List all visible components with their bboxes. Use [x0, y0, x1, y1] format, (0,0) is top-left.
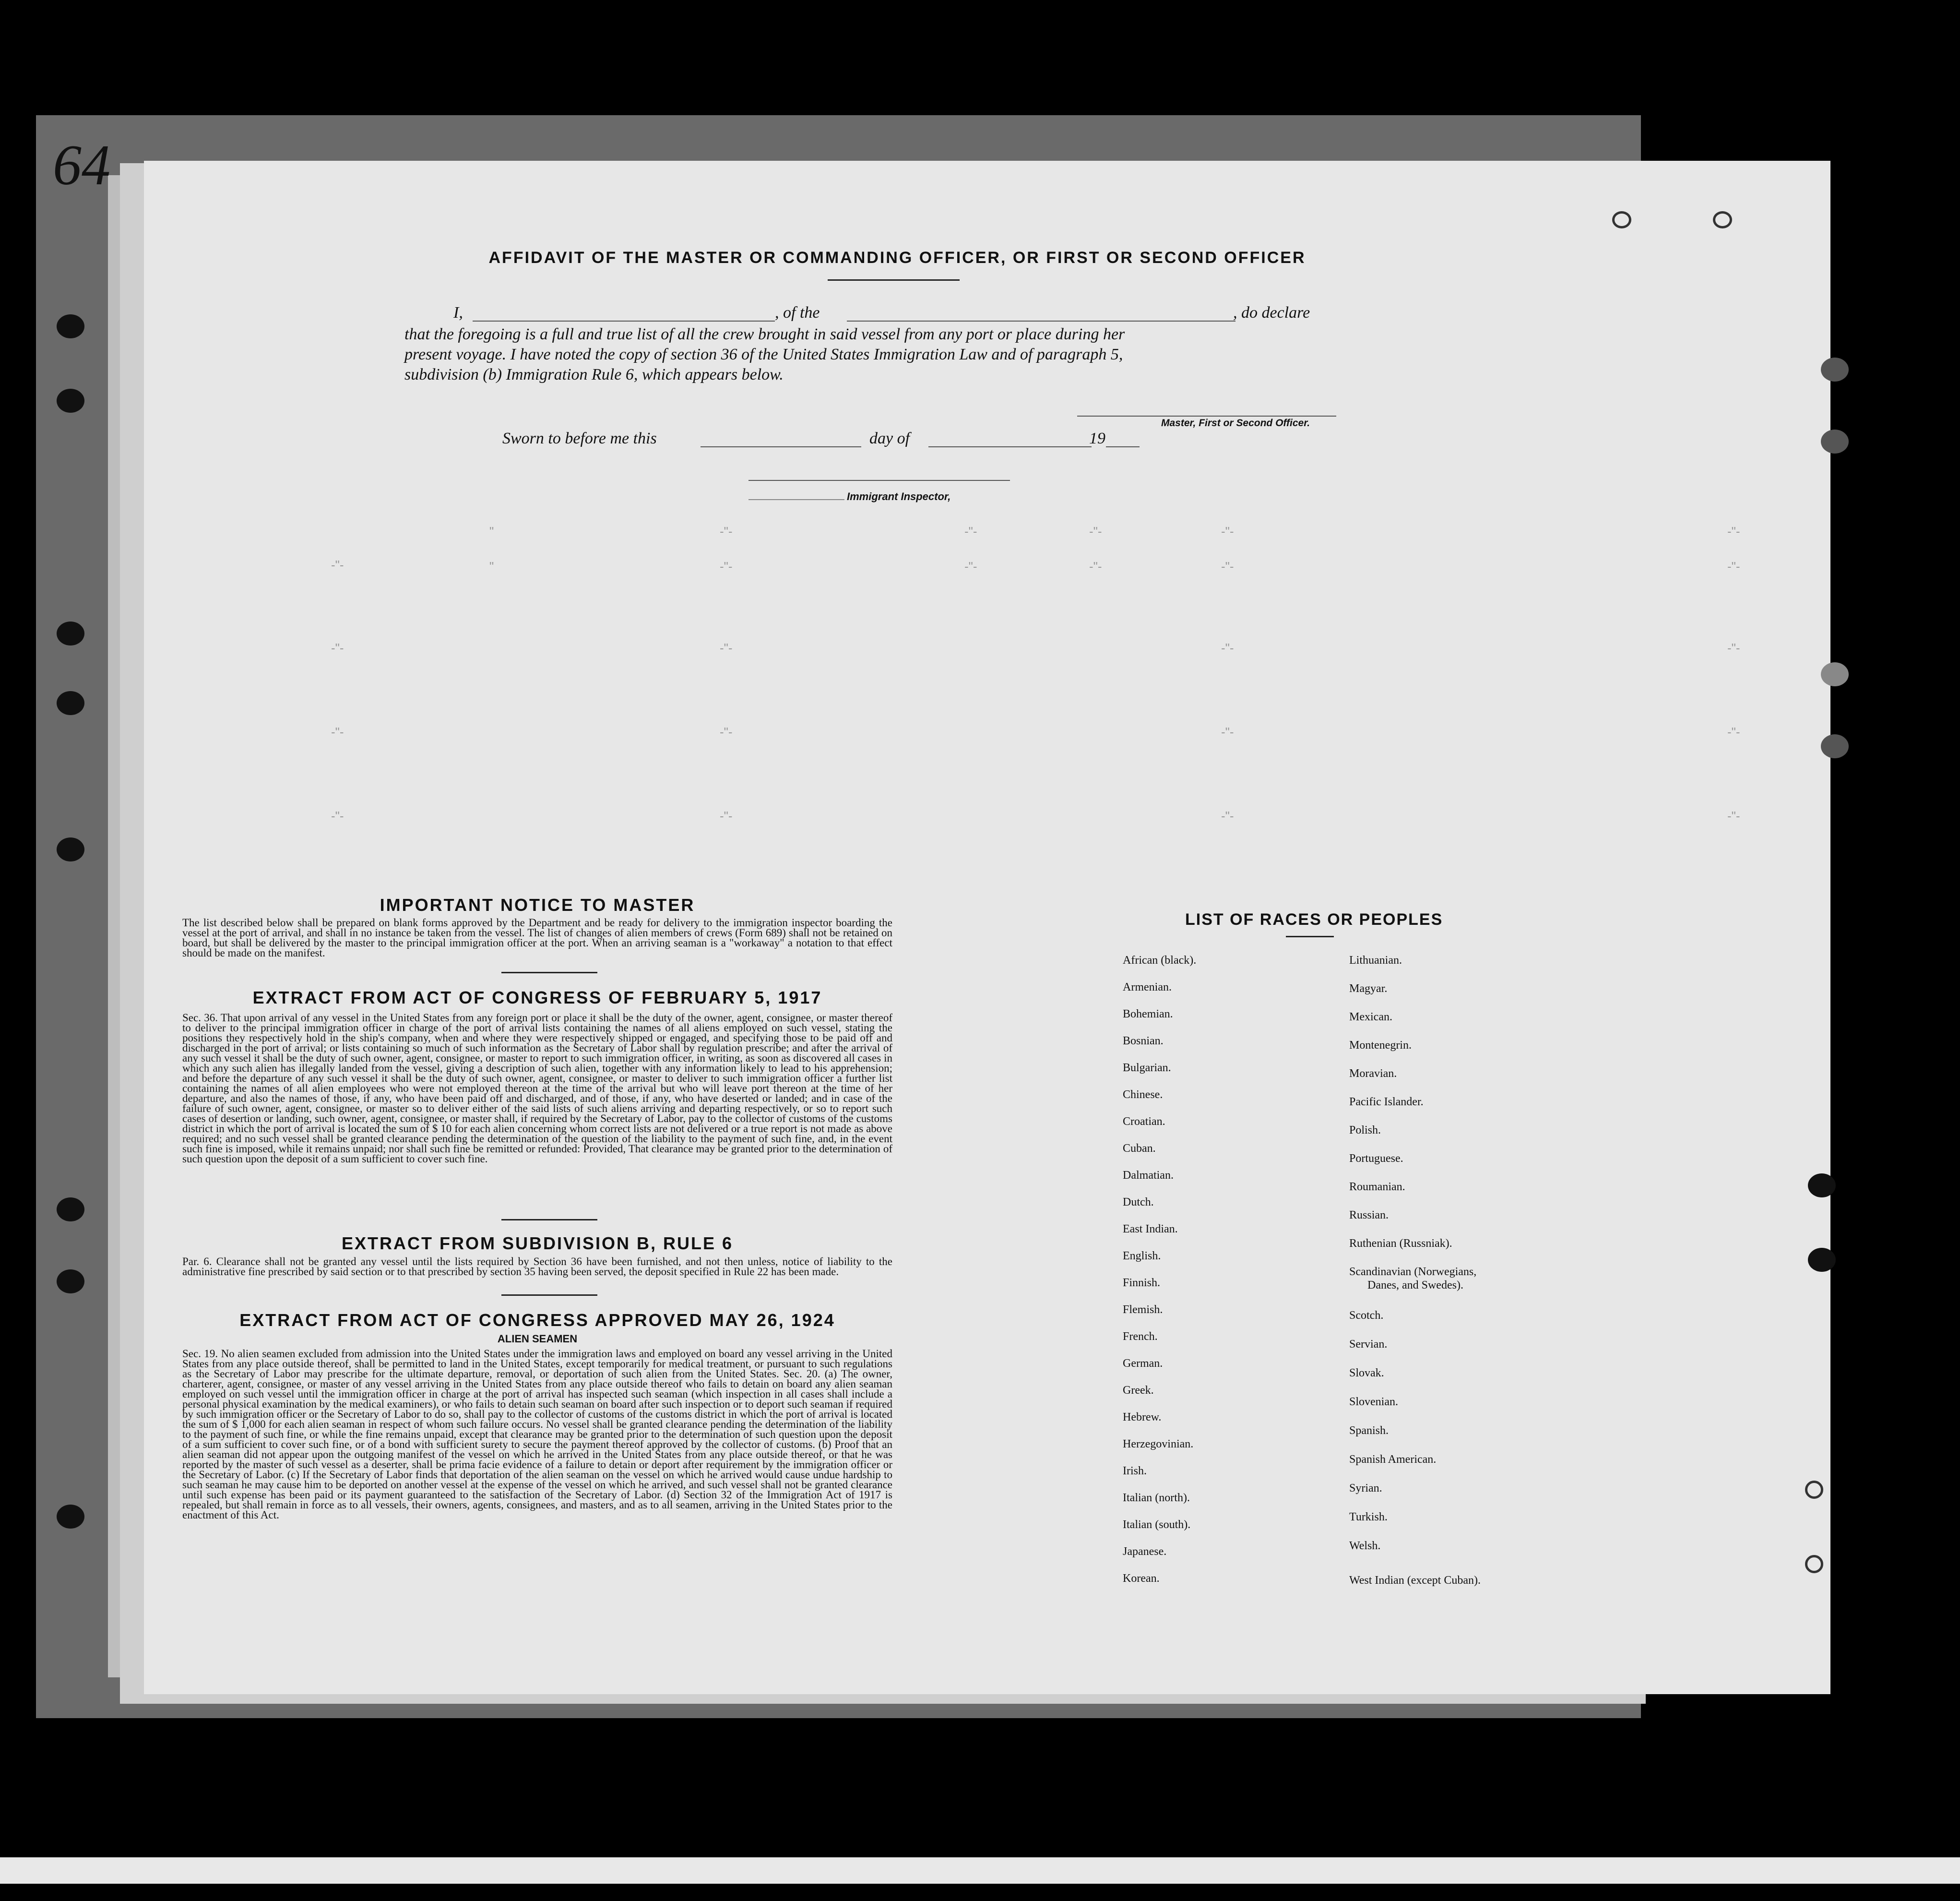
affidavit-of-the: , of the [775, 304, 820, 322]
race-item: Greek. [1123, 1384, 1154, 1397]
race-item: German. [1123, 1357, 1163, 1370]
sworn-label: Sworn to before me this [502, 430, 657, 447]
affidavit-i: I, [453, 304, 463, 322]
extract-1917-text: Sec. 36. That upon arrival of any vessel in the United States from any foreign port or place it shall be the duty of the owner, agent, consignee, or master thereof to deliver to the principal immigration officer in charge of the port of arrival lists containing the names of all aliens employed on such vessel, stating the positions they respectively hold in the ship's company, when and where they were respectively shipped or engaged, and specifying those to be paid off and discharged in the port of arrival; or lists containing so much of such information as the Secretary of Labor shall by regulation prescribe; and after the arrival of any such vessel it shall be the duty of such owner, agent, consignee, or master to report to such immigration officer, in writing, as soon as discovered all cases in which any such alien has illegally landed from the vessel, giving a description of such alien, together with any information likely to lead to his apprehension; and before the departure of any such vessel it shall be the duty of such owner, agent, consignee, or master to deliver to such immigration officer a further list containing the names of all alien employees who were not employed thereon at the time of the arrival but who will leave port thereon at the time of her departure, and also the names of those, if any, who have been paid off and discharged, and of those, if any, who have deserted or landed; and in case of the failure of such owner, agent, consignee, or master so to deliver either of the said lists of such aliens arriving and departing respectively, or so to report such cases of desertion or landing, such owner, agent, consignee, or master shall, if required by the Secretary of Labor, pay to the collector of customs of the customs district in which the port of arrival is located the sum of $ 10 for each alien concerning whom correct lists are not delivered or a true report is not made as above required; and no such vessel shall be granted clearance pending the determination of the question of the liability to the payment of such fine, and, in the event such fine is imposed, while it remains unpaid; nor shall such fine be remitted or refunded: Provided, That clearance may be granted prior to the determination of such question upon the deposit of a sum sufficient to cover such fine. [182, 1012, 892, 1165]
inspector-dotted-line [748, 499, 844, 500]
sworn-day-line [701, 446, 861, 447]
race-item: Pacific Islander. [1349, 1096, 1424, 1108]
race-item: Danes, and Swedes). [1367, 1279, 1463, 1291]
race-item: English. [1123, 1250, 1161, 1262]
race-item: Chinese. [1123, 1088, 1163, 1101]
race-item: Italian (south). [1123, 1518, 1191, 1531]
ditto-mark: -"- [1727, 559, 1740, 574]
extract-1917-title: EXTRACT FROM ACT OF CONGRESS OF FEBRUARY 5, 1917 [252, 988, 822, 1007]
master-signature-line [1077, 416, 1336, 417]
race-item: French. [1123, 1330, 1158, 1343]
race-item: Croatian. [1123, 1115, 1165, 1128]
binder-hole [57, 622, 84, 646]
race-item: Spanish American. [1349, 1453, 1437, 1466]
race-item: Russian. [1349, 1209, 1389, 1221]
ditto-mark: -"- [1221, 524, 1234, 538]
race-item: Armenian. [1123, 981, 1172, 993]
race-item: Roumanian. [1349, 1181, 1405, 1193]
ditto-mark: -"- [1221, 809, 1234, 823]
race-item: Bohemian. [1123, 1008, 1173, 1020]
race-item: Herzegovinian. [1123, 1438, 1194, 1450]
ditto-mark: -"- [720, 524, 733, 538]
race-item: Scotch. [1349, 1309, 1384, 1322]
ditto-mark: " [489, 559, 494, 574]
race-item: Italian (north). [1123, 1492, 1190, 1504]
sworn-year-line [1106, 446, 1140, 447]
race-item: Cuban. [1123, 1142, 1156, 1155]
race-item: Turkish. [1349, 1511, 1388, 1523]
declarant-name-line [473, 321, 775, 322]
ditto-mark: -"- [964, 524, 977, 538]
notice-title: IMPORTANT NOTICE TO MASTER [380, 895, 695, 915]
inspector-label: Immigrant Inspector, [847, 490, 951, 502]
race-item: Bulgarian. [1123, 1062, 1171, 1074]
binder-hole [1808, 1173, 1836, 1197]
race-item: Japanese. [1123, 1545, 1167, 1558]
binder-hole [57, 1269, 84, 1293]
races-title-rule [1286, 936, 1334, 937]
race-item: Hebrew. [1123, 1411, 1162, 1423]
binder-hole [1821, 662, 1849, 686]
affidavit-title-rule [828, 279, 960, 281]
affidavit-line-3: present voyage. I have noted the copy of section 36 of the United States Immigration Law and of paragraph 5, [404, 346, 1123, 363]
race-item: West Indian (except Cuban). [1349, 1574, 1481, 1587]
binder-hole [1713, 211, 1732, 228]
ditto-mark: -"- [1221, 559, 1234, 574]
race-item: Montenegrin. [1349, 1039, 1412, 1052]
notice-rule [501, 972, 597, 973]
bottom-light-strip [0, 1857, 1960, 1884]
race-item: Portuguese. [1349, 1152, 1403, 1165]
binder-hole [57, 691, 84, 715]
notice-text: The list described below shall be prepared on blank forms approved by the Department and be ready for delivery to the immigration inspector boarding the vessel at the port of arrival, and shall in no instance be taken from the vessel. The list of changes of alien members of crews (Form 689) shall not be retained on board, but shall be delivered by the master to the principal immigration officer at the port. When an arriving seaman is a "workaway" a notation to that effect should be made on the manifest. [182, 917, 892, 959]
ditto-mark: -"- [1089, 524, 1102, 538]
race-item: Welsh. [1349, 1540, 1381, 1552]
ditto-mark: -"- [331, 641, 344, 655]
race-item: Servian. [1349, 1338, 1388, 1351]
affidavit-line-4: subdivision (b) Immigration Rule 6, which appears below. [404, 366, 784, 383]
ditto-mark: -"- [1727, 641, 1740, 655]
ditto-mark: -"- [331, 558, 344, 572]
binder-hole [1821, 734, 1849, 758]
race-item: Mexican. [1349, 1011, 1392, 1023]
extract-1924-title: EXTRACT FROM ACT OF CONGRESS APPROVED MAY 26, 1924 [239, 1310, 835, 1330]
binder-hole [1805, 1555, 1823, 1573]
race-item: Spanish. [1349, 1424, 1389, 1437]
race-item: Syrian. [1349, 1482, 1382, 1494]
sworn-month-line [928, 446, 1092, 447]
ditto-mark: -"- [1221, 641, 1234, 655]
race-item: Slovak. [1349, 1367, 1384, 1379]
race-item: Korean. [1123, 1572, 1160, 1585]
ditto-mark: -"- [720, 725, 733, 739]
binder-hole [57, 1505, 84, 1529]
ditto-mark: -"- [720, 641, 733, 655]
ditto-mark: -"- [331, 725, 344, 739]
binder-hole [57, 389, 84, 413]
race-item: Magyar. [1349, 982, 1388, 995]
race-item: Moravian. [1349, 1067, 1397, 1080]
ditto-mark: " [489, 524, 494, 538]
race-item: African (black). [1123, 954, 1197, 967]
ditto-mark: -"- [331, 809, 344, 823]
race-item: Bosnian. [1123, 1035, 1164, 1047]
year-label: 19 [1089, 430, 1105, 447]
race-item: Dutch. [1123, 1196, 1154, 1208]
ditto-mark: -"- [720, 809, 733, 823]
ditto-mark: -"- [720, 559, 733, 574]
race-item: Slovenian. [1349, 1396, 1398, 1408]
binder-hole [1805, 1481, 1823, 1499]
affidavit-do-declare: , do declare [1233, 304, 1310, 322]
binder-hole [57, 837, 84, 861]
race-item: East Indian. [1123, 1223, 1178, 1235]
race-item: Ruthenian (Russniak). [1349, 1237, 1452, 1250]
rule6-text: Par. 6. Clearance shall not be granted any vessel until the lists required by Section 36 have been furnished, and not then unless, notice of liability to the administrative fine prescribed by said section or to that prescribed by section 35 having been served, the deposit specified in Rule 22 has been made. [182, 1255, 892, 1278]
folio-number: 64 [53, 133, 110, 197]
rule6-title: EXTRACT FROM SUBDIVISION B, RULE 6 [341, 1233, 734, 1253]
inspector-signature-line [748, 480, 1010, 481]
binder-hole [57, 1197, 84, 1221]
vessel-name-line [847, 321, 1235, 322]
ditto-mark: -"- [1727, 524, 1740, 538]
day-of-label: day of [869, 430, 910, 447]
binder-hole [1821, 430, 1849, 454]
binder-hole [1821, 358, 1849, 382]
extract-1924-text: Sec. 19. No alien seamen excluded from admission into the United States under the immigration laws and employed on board any vessel arriving in the United States from any place outside thereof, shall be permitted to land in the United States, except temporarily for medical treatment, or pursuant to such regulations as the Secretary of Labor may prescribe for the ultimate departure, removal, or deportation of such alien from the United States. Sec. 20. (a) The owner, charterer, agent, consignee, or master of any vessel arriving in the United States from any place outside thereof who fails to detain on board any alien seaman employed on such vessel until the immigration officer in charge at the port of arrival has inspected such seaman (which inspection in all cases shall include a personal physical examination by the medical examiners), or who fails to detain such seaman on board after such inspection or to deport such seaman if required by such immigration officer or the Secretary of Labor to do so, shall pay to the collector of customs of the customs district in which the port of arrival is located the sum of $ 1,000 for each alien seaman in respect of whom such failure occurs. No vessel shall be granted clearance pending the determination of the liability to the payment of such fine, or while the fine remains unpaid, except that clearance may be granted prior to the determination of such question upon the deposit of a sum sufficient to cover such fine, or of a bond with sufficient surety to secure the payment thereof approved by the collector of customs. (b) Proof that an alien seaman did not appear upon the outgoing manifest of the vessel on which he arrived in the United States from any place outside thereof, or that he was reported by the master of such vessel as a deserter, shall be prima facie evidence of a failure to detain or deport after requirement by the immigration officer or the Secretary of Labor. (c) If the Secretary of Labor finds that deportation of the alien seaman on the vessel on which he arrived would cause undue hardship to such seaman he may cause him to be deported on another vessel at the expense of the vessel on which he arrived, and such vessel shall not be granted clearance until such expense has been paid or its payment guaranteed to the satisfaction of the Secretary of Labor. (d) Section 32 of the Immigration Act of 1917 is repealed, but shall remain in force as to all vessels, their owners, agents, consignees, and masters, and as to all seamen, arriving in the United States prior to the enactment of this Act. [182, 1348, 892, 1521]
ditto-mark: -"- [1727, 809, 1740, 823]
races-title: LIST OF RACES OR PEOPLES [1185, 910, 1443, 929]
race-item: Scandinavian (Norwegians, [1349, 1266, 1477, 1278]
race-item: Flemish. [1123, 1303, 1163, 1316]
race-item: Dalmatian. [1123, 1169, 1174, 1182]
ditto-mark: -"- [1727, 725, 1740, 739]
rule6-rule [501, 1294, 597, 1296]
race-item: Polish. [1349, 1124, 1381, 1136]
affidavit-line-2: that the foregoing is a full and true list of all the crew brought in said vessel from any port or place during her [404, 325, 1125, 343]
ditto-mark: -"- [1089, 559, 1102, 574]
ditto-mark: -"- [1221, 725, 1234, 739]
extract-1917-rule [501, 1219, 597, 1220]
master-signature-label: Master, First or Second Officer. [1161, 418, 1310, 429]
race-item: Lithuanian. [1349, 954, 1402, 967]
race-item: Irish. [1123, 1465, 1147, 1477]
extract-1924-subtitle: ALIEN SEAMEN [497, 1333, 578, 1345]
binder-hole [1612, 211, 1631, 228]
binder-hole [57, 314, 84, 338]
affidavit-title: AFFIDAVIT OF THE MASTER OR COMMANDING OFFICER, OR FIRST OR SECOND OFFICER [488, 249, 1306, 267]
race-item: Finnish. [1123, 1277, 1161, 1289]
binder-hole [1808, 1248, 1836, 1272]
ditto-mark: -"- [964, 559, 977, 574]
